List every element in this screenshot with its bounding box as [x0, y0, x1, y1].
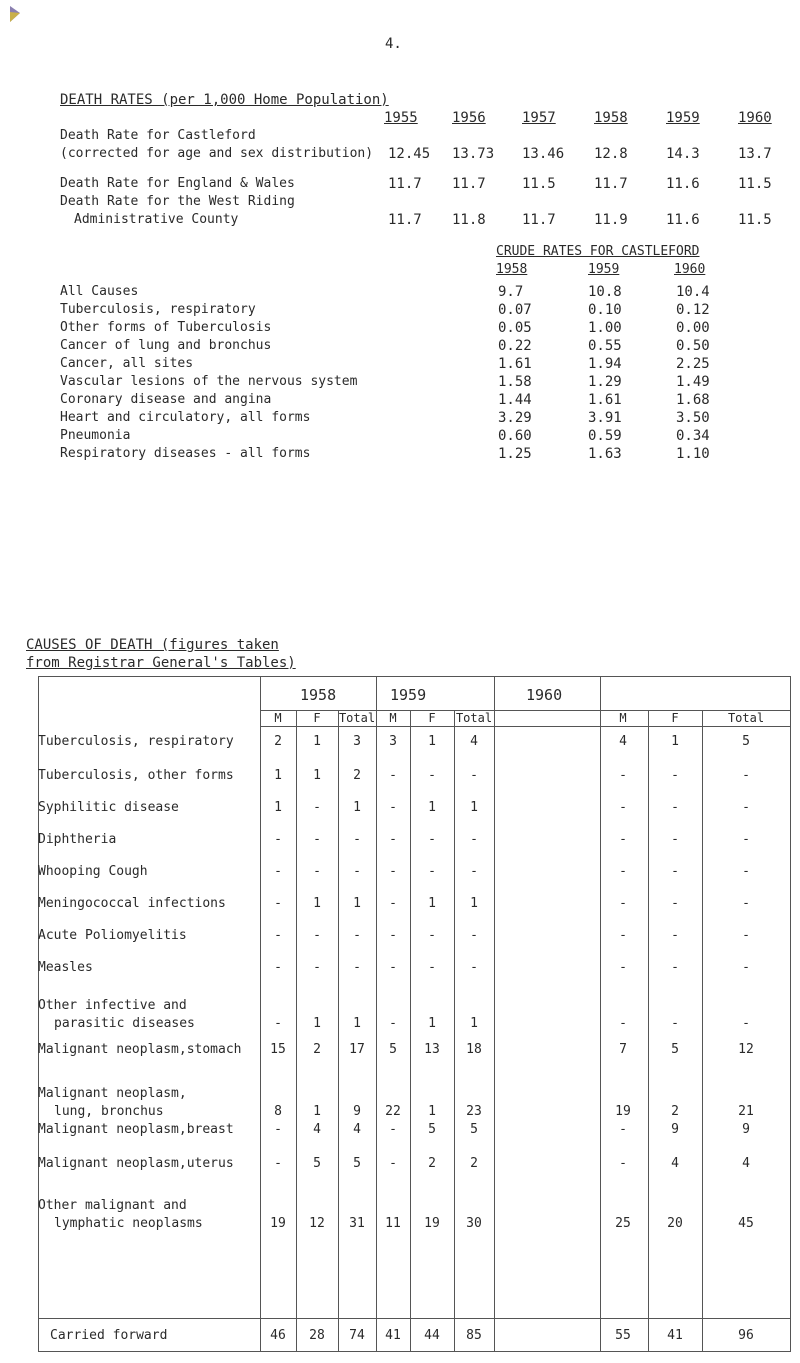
cause-value: -	[313, 800, 321, 815]
cause-value: 1	[313, 768, 321, 783]
death-rate-value: 11.5	[738, 212, 772, 228]
cause-value: 4	[353, 1122, 361, 1137]
causes-subhead: F	[313, 711, 321, 725]
cause-value: -	[389, 1122, 397, 1137]
cause-value: -	[742, 960, 750, 975]
cause-value: 5	[742, 734, 750, 749]
causes-subhead: F	[671, 711, 679, 725]
causes-subhead: Total	[455, 711, 493, 725]
cause-value: -	[671, 960, 679, 975]
cause-value: -	[619, 1122, 627, 1137]
cause-label: Other infective and	[38, 998, 187, 1013]
cause-value: 19	[615, 1104, 631, 1119]
crude-rate-value: 2.25	[676, 356, 710, 372]
crude-rate-label: All Causes	[60, 284, 139, 299]
crude-rate-value: 0.22	[498, 338, 532, 354]
cause-label: lung, bronchus	[54, 1104, 164, 1119]
death-rate-label: Administrative County	[74, 212, 239, 227]
cause-value: 23	[466, 1104, 482, 1119]
crude-rate-value: 0.05	[498, 320, 532, 336]
cause-value: 25	[615, 1216, 631, 1231]
carried-forward-value: 41	[667, 1328, 683, 1343]
death-rate-label: Death Rate for the West Riding	[60, 194, 295, 209]
cause-value: 11	[385, 1216, 401, 1231]
cause-value: -	[274, 1122, 282, 1137]
cause-value: -	[671, 896, 679, 911]
cause-value: -	[313, 960, 321, 975]
causes-subhead: M	[619, 711, 627, 725]
crude-rate-value: 3.50	[676, 410, 710, 426]
death-rate-value: 13.46	[522, 146, 565, 162]
carried-forward-value: 46	[270, 1328, 286, 1343]
cause-value: -	[389, 896, 397, 911]
causes-heading-line2: from Registrar General's Tables)	[26, 655, 296, 671]
death-rate-value: 11.6	[666, 212, 700, 228]
death-rate-value: 11.5	[522, 176, 556, 192]
death-rate-label: (corrected for age and sex distribution)	[60, 146, 374, 161]
cause-value: 1	[353, 1016, 361, 1031]
crude-rate-label: Other forms of Tuberculosis	[60, 320, 272, 335]
cause-value: -	[470, 864, 478, 879]
crude-rate-value: 1.61	[498, 356, 532, 372]
crude-rate-label: Respiratory diseases - all forms	[60, 446, 311, 461]
cause-value: -	[742, 768, 750, 783]
crude-rate-value: 3.29	[498, 410, 532, 426]
cause-label: Other malignant and	[38, 1198, 187, 1213]
table-rule	[38, 1351, 790, 1352]
table-rule	[790, 676, 791, 1352]
death-rates-year: 1955	[384, 110, 418, 126]
death-rates-year: 1959	[666, 110, 700, 126]
cause-value: 45	[738, 1216, 754, 1231]
death-rate-value: 11.6	[666, 176, 700, 192]
cause-value: 19	[424, 1216, 440, 1231]
cause-value: 1	[313, 896, 321, 911]
carried-forward-value: 28	[309, 1328, 325, 1343]
cause-value: -	[389, 1016, 397, 1031]
causes-subhead: Total	[338, 711, 376, 725]
causes-table	[38, 676, 790, 1352]
crude-rate-value: 0.55	[588, 338, 622, 354]
cause-value: 9	[742, 1122, 750, 1137]
cause-value: 1	[428, 1016, 436, 1031]
cause-value: 5	[470, 1122, 478, 1137]
crude-rates-year: 1960	[674, 262, 706, 277]
crude-rate-value: 1.58	[498, 374, 532, 390]
crude-rate-value: 0.10	[588, 302, 622, 318]
death-rates-year: 1958	[594, 110, 628, 126]
causes-year-header: 1959	[390, 686, 427, 704]
cause-value: -	[428, 960, 436, 975]
cause-value: 22	[385, 1104, 401, 1119]
cause-value: 1	[274, 800, 282, 815]
cause-label: lymphatic neoplasms	[54, 1216, 203, 1231]
cause-value: 2	[428, 1156, 436, 1171]
cause-value: -	[619, 896, 627, 911]
cause-value: 18	[466, 1042, 482, 1057]
death-rate-label: Death Rate for Castleford	[60, 128, 256, 143]
cause-value: -	[619, 928, 627, 943]
cause-value: 1	[313, 734, 321, 749]
carried-forward-value: 85	[466, 1328, 482, 1343]
death-rate-value: 11.5	[738, 176, 772, 192]
cause-value: 2	[313, 1042, 321, 1057]
cause-value: -	[389, 864, 397, 879]
cause-value: -	[389, 832, 397, 847]
carried-forward-value: 96	[738, 1328, 754, 1343]
carried-forward-value: 41	[385, 1328, 401, 1343]
cause-value: 1	[470, 1016, 478, 1031]
death-rate-value: 11.7	[388, 212, 422, 228]
cause-value: 1	[274, 768, 282, 783]
cause-value: 5	[389, 1042, 397, 1057]
cause-value: 12	[738, 1042, 754, 1057]
cause-value: 1	[428, 896, 436, 911]
crude-rate-value: 0.12	[676, 302, 710, 318]
crude-rate-label: Tuberculosis, respiratory	[60, 302, 256, 317]
cause-value: 1	[428, 800, 436, 815]
cause-value: -	[470, 960, 478, 975]
death-rate-value: 12.8	[594, 146, 628, 162]
cause-value: -	[742, 864, 750, 879]
cause-value: -	[671, 768, 679, 783]
crude-rate-value: 1.00	[588, 320, 622, 336]
cause-label: Malignant neoplasm,stomach	[38, 1042, 242, 1057]
crude-rates-year: 1958	[496, 262, 528, 277]
cause-value: -	[353, 864, 361, 879]
cause-value: 4	[742, 1156, 750, 1171]
cause-value: 21	[738, 1104, 754, 1119]
cause-value: -	[671, 832, 679, 847]
cause-value: -	[742, 928, 750, 943]
crude-rate-value: 1.94	[588, 356, 622, 372]
cause-value: -	[274, 864, 282, 879]
cause-value: 2	[671, 1104, 679, 1119]
cause-value: -	[389, 960, 397, 975]
cause-value: 1	[353, 896, 361, 911]
cause-value: 1	[671, 734, 679, 749]
cause-value: 5	[428, 1122, 436, 1137]
cause-value: -	[671, 800, 679, 815]
cause-label: Syphilitic disease	[38, 800, 179, 815]
causes-subhead: Total	[727, 711, 765, 725]
table-rule	[260, 726, 790, 727]
carried-forward-label: Carried forward	[50, 1328, 168, 1343]
table-rule	[702, 710, 703, 1352]
causes-year-header: 1960	[526, 686, 563, 704]
crude-rate-value: 0.59	[588, 428, 622, 444]
crude-rate-value: 1.44	[498, 392, 532, 408]
death-rate-value: 12.45	[388, 146, 431, 162]
death-rates-title: DEATH RATES (per 1,000 Home Population)	[60, 92, 389, 108]
crude-rate-value: 9.7	[498, 284, 524, 300]
crude-rate-value: 0.34	[676, 428, 710, 444]
crude-rate-value: 1.10	[676, 446, 710, 462]
cause-value: 15	[270, 1042, 286, 1057]
cause-value: 1	[428, 734, 436, 749]
cause-label: Tuberculosis, other forms	[38, 768, 234, 783]
cause-value: 19	[270, 1216, 286, 1231]
cause-value: -	[470, 768, 478, 783]
cause-value: -	[274, 928, 282, 943]
crude-rate-value: 0.07	[498, 302, 532, 318]
cause-value: 30	[466, 1216, 482, 1231]
cause-label: Acute Poliomyelitis	[38, 928, 187, 943]
cause-value: -	[428, 864, 436, 879]
cause-value: -	[313, 864, 321, 879]
cause-label: Measles	[38, 960, 93, 975]
death-rate-value: 11.7	[522, 212, 556, 228]
cause-value: 5	[313, 1156, 321, 1171]
cause-value: -	[274, 960, 282, 975]
cause-value: 4	[313, 1122, 321, 1137]
cause-value: 2	[274, 734, 282, 749]
cause-value: -	[671, 864, 679, 879]
causes-heading-line1: CAUSES OF DEATH (figures taken	[26, 637, 279, 653]
causes-subhead: M	[274, 711, 282, 725]
cause-value: 4	[470, 734, 478, 749]
cause-value: -	[742, 896, 750, 911]
cause-value: -	[274, 1156, 282, 1171]
table-rule	[600, 676, 601, 1352]
cause-label: Malignant neoplasm,breast	[38, 1122, 234, 1137]
crude-rate-value: 0.00	[676, 320, 710, 336]
cause-label: Whooping Cough	[38, 864, 148, 879]
crude-rate-label: Cancer, all sites	[60, 356, 194, 371]
crude-rate-label: Heart and circulatory, all forms	[60, 410, 311, 425]
cause-value: -	[470, 928, 478, 943]
cause-value: -	[389, 928, 397, 943]
death-rate-value: 13.7	[738, 146, 772, 162]
crude-rate-value: 1.29	[588, 374, 622, 390]
death-rate-value: 11.7	[452, 176, 486, 192]
cause-value: 1	[313, 1016, 321, 1031]
cause-value: 5	[671, 1042, 679, 1057]
crude-rate-value: 10.4	[676, 284, 710, 300]
crude-rate-value: 1.61	[588, 392, 622, 408]
cause-value: -	[313, 832, 321, 847]
cause-value: -	[389, 1156, 397, 1171]
cause-value: -	[353, 960, 361, 975]
death-rate-value: 11.8	[452, 212, 486, 228]
carried-forward-value: 74	[349, 1328, 365, 1343]
cause-label: Diphtheria	[38, 832, 117, 847]
cause-label: parasitic diseases	[54, 1016, 195, 1031]
cause-value: 1	[313, 1104, 321, 1119]
crude-rate-value: 3.91	[588, 410, 622, 426]
death-rate-value: 13.73	[452, 146, 495, 162]
causes-subhead: M	[389, 711, 397, 725]
carried-forward-value: 44	[424, 1328, 440, 1343]
cause-value: -	[428, 928, 436, 943]
cause-value: 2	[353, 768, 361, 783]
cause-value: 17	[349, 1042, 365, 1057]
death-rates-year: 1960	[738, 110, 772, 126]
cause-value: 1	[353, 800, 361, 815]
crude-rates-title: CRUDE RATES FOR CASTLEFORD	[496, 244, 700, 259]
table-rule	[648, 710, 649, 1352]
crude-rates-year: 1959	[588, 262, 620, 277]
cause-value: -	[428, 768, 436, 783]
cause-value: -	[274, 832, 282, 847]
cause-value: 13	[424, 1042, 440, 1057]
cause-value: -	[619, 768, 627, 783]
cause-label: Tuberculosis, respiratory	[38, 734, 234, 749]
cause-value: 3	[389, 734, 397, 749]
crude-rate-value: 1.49	[676, 374, 710, 390]
carried-forward-value: 55	[615, 1328, 631, 1343]
table-rule	[38, 676, 790, 677]
death-rate-value: 11.9	[594, 212, 628, 228]
death-rate-value: 14.3	[666, 146, 700, 162]
cause-value: -	[274, 1016, 282, 1031]
table-rule	[38, 1318, 790, 1319]
causes-year-header: 1958	[300, 686, 337, 704]
cause-value: 8	[274, 1104, 282, 1119]
cause-value: 4	[671, 1156, 679, 1171]
death-rate-value: 11.7	[594, 176, 628, 192]
cause-value: 20	[667, 1216, 683, 1231]
cause-value: 4	[619, 734, 627, 749]
cause-value: 12	[309, 1216, 325, 1231]
cause-value: 1	[470, 896, 478, 911]
cause-label: Meningococcal infections	[38, 896, 226, 911]
cause-value: -	[353, 928, 361, 943]
cause-value: 3	[353, 734, 361, 749]
table-rule	[494, 676, 495, 1352]
cause-label: Malignant neoplasm,	[38, 1086, 187, 1101]
cause-value: 5	[353, 1156, 361, 1171]
cause-value: -	[619, 832, 627, 847]
crude-rate-value: 10.8	[588, 284, 622, 300]
death-rates-year: 1956	[452, 110, 486, 126]
death-rate-value: 11.7	[388, 176, 422, 192]
death-rate-label: Death Rate for England & Wales	[60, 176, 295, 191]
death-rates-year: 1957	[522, 110, 556, 126]
cause-value: -	[470, 832, 478, 847]
cause-value: -	[742, 832, 750, 847]
cause-value: -	[313, 928, 321, 943]
cause-value: -	[742, 800, 750, 815]
corner-mark-icon	[8, 4, 22, 24]
crude-rate-value: 1.63	[588, 446, 622, 462]
cause-value: 7	[619, 1042, 627, 1057]
cause-value: -	[671, 1016, 679, 1031]
crude-rate-value: 1.68	[676, 392, 710, 408]
cause-value: 1	[470, 800, 478, 815]
crude-rate-label: Coronary disease and angina	[60, 392, 272, 407]
crude-rate-value: 0.50	[676, 338, 710, 354]
crude-rate-label: Pneumonia	[60, 428, 131, 443]
crude-rate-value: 1.25	[498, 446, 532, 462]
cause-value: -	[389, 768, 397, 783]
crude-rate-label: Cancer of lung and bronchus	[60, 338, 272, 353]
crude-rate-label: Vascular lesions of the nervous system	[60, 374, 358, 389]
cause-value: -	[619, 960, 627, 975]
cause-value: -	[742, 1016, 750, 1031]
causes-subhead: F	[428, 711, 436, 725]
cause-value: -	[274, 896, 282, 911]
cause-value: 31	[349, 1216, 365, 1231]
cause-value: -	[428, 832, 436, 847]
page-number: 4.	[385, 36, 402, 52]
crude-rate-value: 0.60	[498, 428, 532, 444]
cause-value: -	[619, 1156, 627, 1171]
cause-value: -	[671, 928, 679, 943]
cause-value: 2	[470, 1156, 478, 1171]
cause-value: 9	[671, 1122, 679, 1137]
cause-value: -	[353, 832, 361, 847]
cause-label: Malignant neoplasm,uterus	[38, 1156, 234, 1171]
cause-value: 1	[428, 1104, 436, 1119]
cause-value: -	[619, 864, 627, 879]
cause-value: -	[619, 1016, 627, 1031]
cause-value: -	[389, 800, 397, 815]
cause-value: 9	[353, 1104, 361, 1119]
cause-value: -	[619, 800, 627, 815]
